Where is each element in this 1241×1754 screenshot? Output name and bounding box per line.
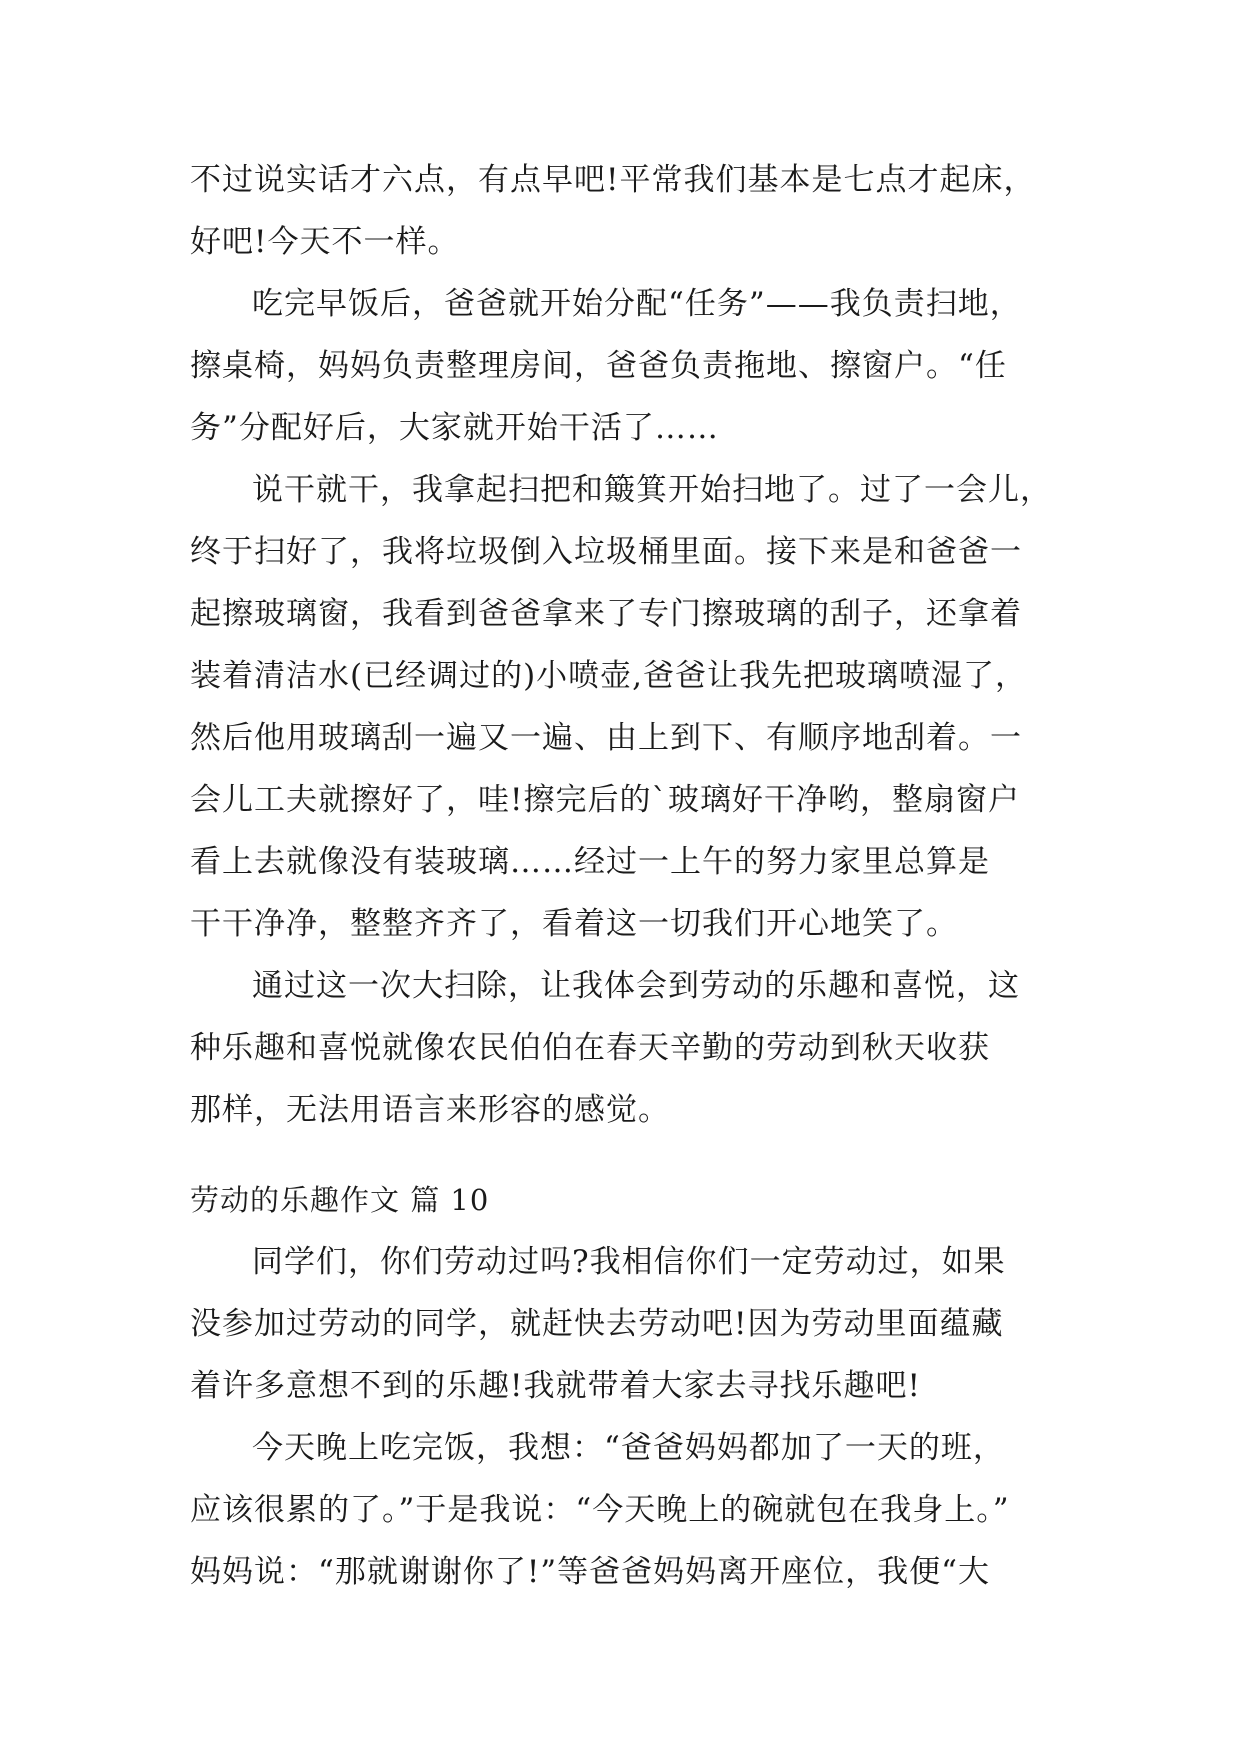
text-line: 应该很累的了。”于是我说：“今天晚上的碗就包在我身上。” [190,1492,1010,1528]
text-line: 然后他用玻璃刮一遍又一遍、由上到下、有顺序地刮着。一 [190,720,1022,756]
text-line: 看上去就像没有装玻璃……经过一上午的努力家里总算是 [190,844,990,880]
text-line: 没参加过劳动的同学，就赶快去劳动吧!因为劳动里面蕴藏 [190,1306,1004,1342]
text-line: 好吧!今天不一样。 [190,224,460,260]
text-line: 务”分配好后，大家就开始干活了…… [190,410,719,446]
text-line: 不过说实话才六点，有点早吧!平常我们基本是七点才起床， [190,162,1036,198]
text-line: 终于扫好了，我将垃圾倒入垃圾桶里面。接下来是和爸爸一 [190,534,1022,570]
paragraph-first-line: 说干就干，我拿起扫把和簸箕开始扫地了。过了一会儿， [252,472,1052,508]
text-line: 那样，无法用语言来形容的感觉。 [190,1092,670,1128]
text-line: 着许多意想不到的乐趣!我就带着大家去寻找乐趣吧! [190,1368,921,1404]
text-line: 干干净净，整整齐齐了，看着这一切我们开心地笑了。 [190,906,958,942]
text-line: 会儿工夫就擦好了，哇!擦完后的`玻璃好干净哟，整扇窗户 [190,782,1020,818]
text-line: 擦桌椅，妈妈负责整理房间，爸爸负责拖地、擦窗户。“任 [190,348,1007,384]
text-line: 起擦玻璃窗，我看到爸爸拿来了专门擦玻璃的刮子，还拿着 [190,596,1022,632]
paragraph-first-line: 今天晚上吃完饭，我想：“爸爸妈妈都加了一天的班， [252,1430,1005,1466]
paragraph-first-line: 同学们，你们劳动过吗?我相信你们一定劳动过，如果 [252,1244,1006,1280]
paragraph-first-line: 通过这一次大扫除，让我体会到劳动的乐趣和喜悦，这 [252,968,1020,1004]
text-line: 装着清洁水(已经调过的)小喷壶,爸爸让我先把玻璃喷湿了， [190,658,1028,694]
text-line: 妈妈说：“那就谢谢你了!”等爸爸妈妈离开座位，我便“大 [190,1554,990,1590]
text-line: 种乐趣和喜悦就像农民伯伯在春天辛勤的劳动到秋天收获 [190,1030,990,1066]
paragraph-first-line: 吃完早饭后，爸爸就开始分配“任务”——我负责扫地， [252,286,1022,322]
section-heading: 劳动的乐趣作文 篇 10 [190,1183,490,1217]
